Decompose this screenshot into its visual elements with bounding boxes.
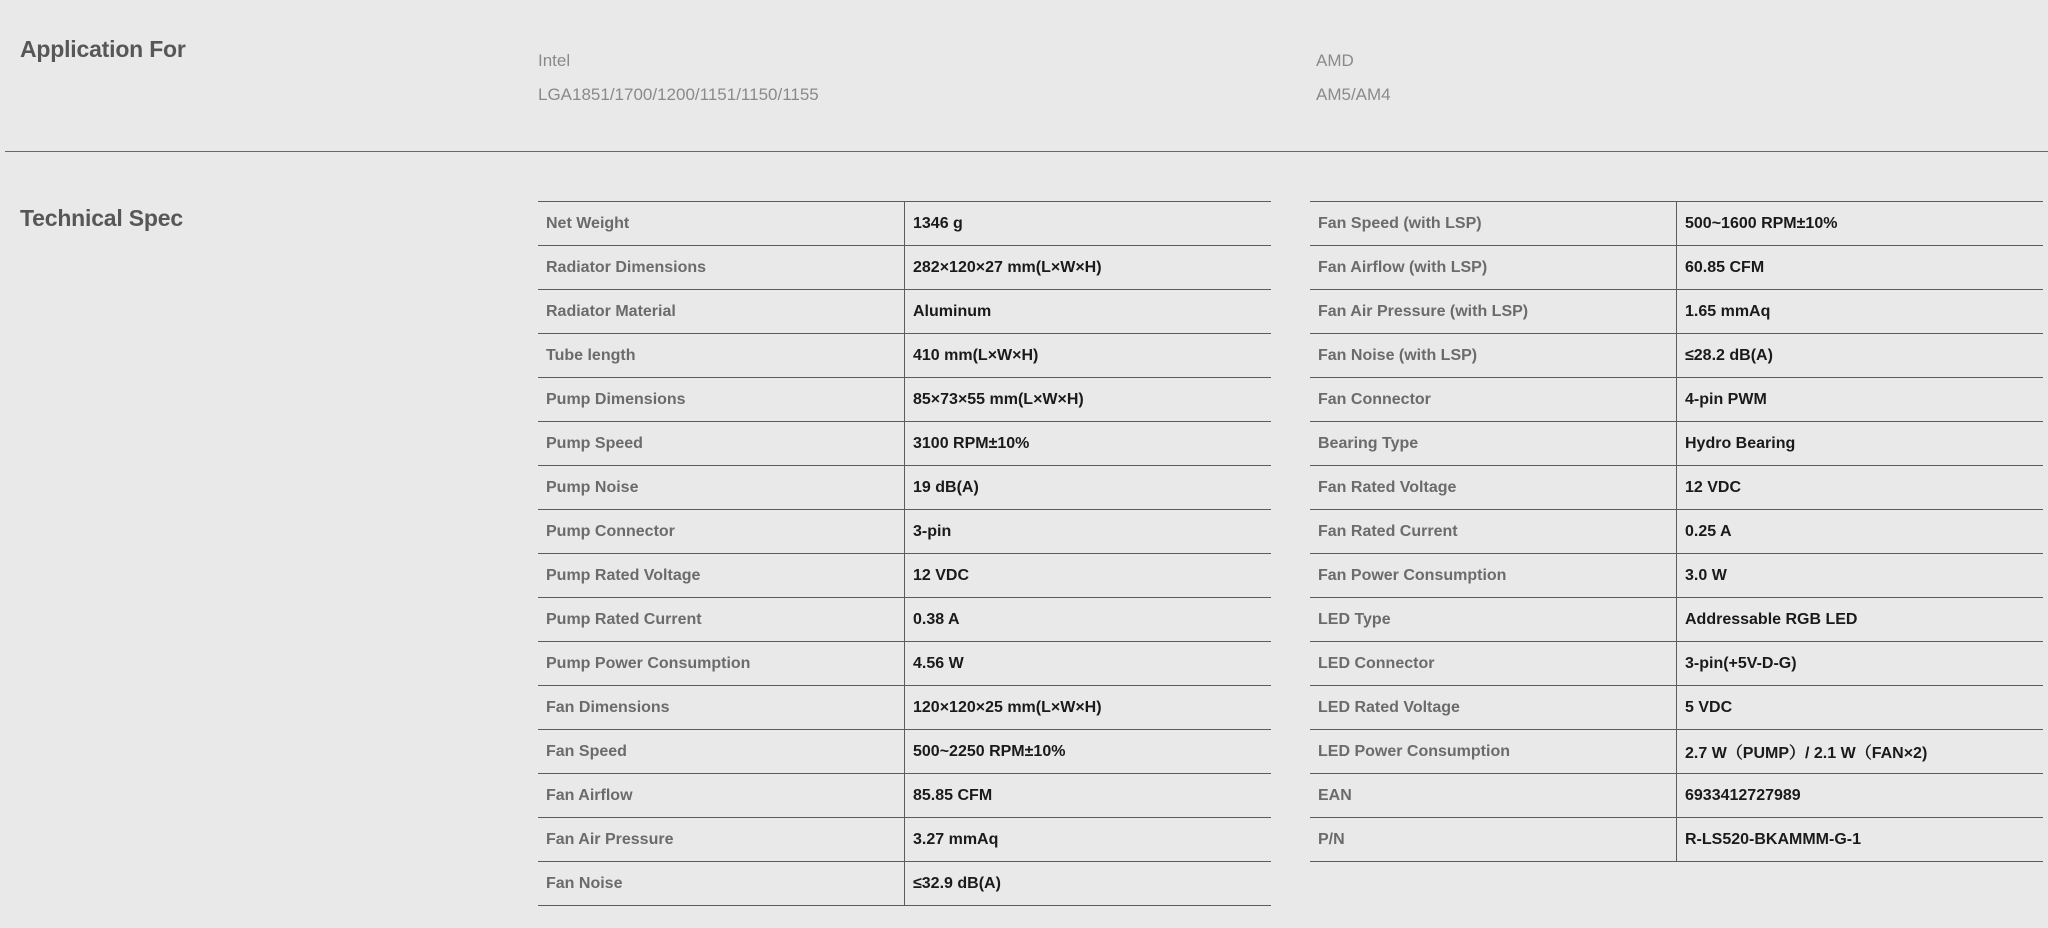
spec-row bbox=[1310, 686, 2043, 730]
spec-row bbox=[1310, 378, 2043, 422]
spec-row bbox=[1310, 818, 2043, 862]
spec-value: 2.7 W（PUMP）/ 2.1 W（FAN×2) bbox=[1685, 745, 1928, 762]
spec-row bbox=[538, 818, 1271, 862]
spec-label: Pump Rated Voltage bbox=[538, 554, 905, 598]
spec-label: Radiator Dimensions bbox=[538, 246, 905, 290]
intel-compatibility bbox=[538, 44, 819, 112]
spec-label: Pump Noise bbox=[538, 466, 905, 510]
spec-row bbox=[1310, 246, 2043, 290]
spec-value: R-LS520-BKAMMM-G-1 bbox=[1685, 830, 1861, 848]
spec-label: Fan Airflow bbox=[538, 774, 905, 818]
spec-value: 3-pin bbox=[913, 522, 952, 540]
amd-compatibility bbox=[1316, 44, 1391, 112]
spec-value: Hydro Bearing bbox=[1685, 434, 1796, 452]
spec-label: Fan Connector bbox=[1310, 378, 1677, 422]
spec-label: Bearing Type bbox=[1310, 422, 1677, 466]
spec-label: Fan Air Pressure (with LSP) bbox=[1310, 290, 1677, 334]
spec-value: 500~1600 RPM±10% bbox=[1685, 214, 1838, 232]
application-for-heading: Application For bbox=[20, 36, 186, 62]
spec-row bbox=[538, 862, 1271, 906]
spec-label: Radiator Material bbox=[538, 290, 905, 334]
spec-row bbox=[1310, 730, 2043, 774]
spec-row bbox=[538, 510, 1271, 554]
technical-spec-heading: Technical Spec bbox=[20, 205, 183, 231]
spec-row bbox=[538, 246, 1271, 290]
spec-value: 85×73×55 mm(L×W×H) bbox=[913, 390, 1084, 408]
spec-row bbox=[538, 466, 1271, 510]
spec-value: ≤28.2 dB(A) bbox=[1685, 346, 1773, 364]
spec-label: Fan Rated Current bbox=[1310, 510, 1677, 554]
spec-table-left bbox=[538, 201, 1271, 906]
spec-value: 3100 RPM±10% bbox=[913, 434, 1030, 452]
spec-row bbox=[538, 730, 1271, 774]
spec-row bbox=[538, 642, 1271, 686]
spec-value: 60.85 CFM bbox=[1685, 258, 1765, 276]
spec-label: Tube length bbox=[538, 334, 905, 378]
spec-value: 282×120×27 mm(L×W×H) bbox=[913, 258, 1102, 276]
spec-value: 120×120×25 mm(L×W×H) bbox=[913, 698, 1102, 716]
spec-row bbox=[538, 202, 1271, 246]
spec-label: LED Connector bbox=[1310, 642, 1677, 686]
spec-label: Fan Rated Voltage bbox=[1310, 466, 1677, 510]
spec-label: Fan Noise (with LSP) bbox=[1310, 334, 1677, 378]
spec-row bbox=[538, 598, 1271, 642]
intel-brand-label: Intel bbox=[538, 51, 571, 70]
spec-table-right bbox=[1310, 201, 2043, 862]
spec-value: 410 mm(L×W×H) bbox=[913, 346, 1039, 364]
spec-label: Fan Speed bbox=[538, 730, 905, 774]
spec-row bbox=[538, 334, 1271, 378]
intel-sockets-label: LGA1851/1700/1200/1151/1150/1155 bbox=[538, 85, 819, 104]
section-divider bbox=[5, 151, 2048, 152]
spec-value: 12 VDC bbox=[1685, 478, 1742, 496]
spec-label: LED Rated Voltage bbox=[1310, 686, 1677, 730]
spec-row bbox=[1310, 202, 2043, 246]
spec-label: Fan Airflow (with LSP) bbox=[1310, 246, 1677, 290]
spec-row bbox=[1310, 290, 2043, 334]
spec-label: Pump Dimensions bbox=[538, 378, 905, 422]
spec-label: P/N bbox=[1310, 818, 1677, 862]
spec-row bbox=[538, 422, 1271, 466]
spec-value: 3.0 W bbox=[1685, 566, 1727, 584]
spec-row bbox=[1310, 642, 2043, 686]
spec-value: 3.27 mmAq bbox=[913, 830, 999, 848]
spec-label: Fan Noise bbox=[538, 862, 905, 906]
spec-value: 0.25 A bbox=[1685, 522, 1732, 540]
spec-value: 19 dB(A) bbox=[913, 478, 979, 496]
spec-label: Fan Dimensions bbox=[538, 686, 905, 730]
spec-value: 4-pin PWM bbox=[1685, 390, 1767, 408]
spec-row bbox=[1310, 422, 2043, 466]
spec-value: 85.85 CFM bbox=[913, 786, 993, 804]
spec-label: Fan Speed (with LSP) bbox=[1310, 202, 1677, 246]
spec-label: Fan Power Consumption bbox=[1310, 554, 1677, 598]
spec-label: EAN bbox=[1310, 774, 1677, 818]
spec-label: Pump Speed bbox=[538, 422, 905, 466]
spec-value: 1346 g bbox=[913, 214, 963, 232]
spec-row bbox=[538, 686, 1271, 730]
spec-value: 12 VDC bbox=[913, 566, 970, 584]
spec-label: Pump Power Consumption bbox=[538, 642, 905, 686]
spec-row bbox=[538, 554, 1271, 598]
amd-brand-label: AMD bbox=[1316, 51, 1354, 70]
spec-label: LED Power Consumption bbox=[1310, 730, 1677, 774]
spec-value: 6933412727989 bbox=[1685, 786, 1801, 804]
spec-label: Pump Rated Current bbox=[538, 598, 905, 642]
spec-row bbox=[1310, 466, 2043, 510]
spec-row bbox=[1310, 554, 2043, 598]
spec-value: 3-pin(+5V-D-G) bbox=[1685, 654, 1797, 672]
amd-sockets-label: AM5/AM4 bbox=[1316, 85, 1391, 104]
spec-value: Aluminum bbox=[913, 302, 992, 320]
spec-value: 4.56 W bbox=[913, 654, 964, 672]
spec-row bbox=[1310, 334, 2043, 378]
spec-row bbox=[538, 378, 1271, 422]
spec-value: ≤32.9 dB(A) bbox=[913, 874, 1001, 892]
spec-value: Addressable RGB LED bbox=[1685, 610, 1858, 628]
spec-value: 0.38 A bbox=[913, 610, 960, 628]
spec-value: 5 VDC bbox=[1685, 698, 1733, 716]
spec-label: Net Weight bbox=[538, 202, 905, 246]
spec-row bbox=[538, 290, 1271, 334]
spec-value: 1.65 mmAq bbox=[1685, 302, 1771, 320]
spec-label: LED Type bbox=[1310, 598, 1677, 642]
spec-row bbox=[1310, 598, 2043, 642]
spec-value: 500~2250 RPM±10% bbox=[913, 742, 1066, 760]
spec-label: Fan Air Pressure bbox=[538, 818, 905, 862]
spec-label: Pump Connector bbox=[538, 510, 905, 554]
spec-row bbox=[538, 774, 1271, 818]
spec-row bbox=[1310, 774, 2043, 818]
spec-row bbox=[1310, 510, 2043, 554]
